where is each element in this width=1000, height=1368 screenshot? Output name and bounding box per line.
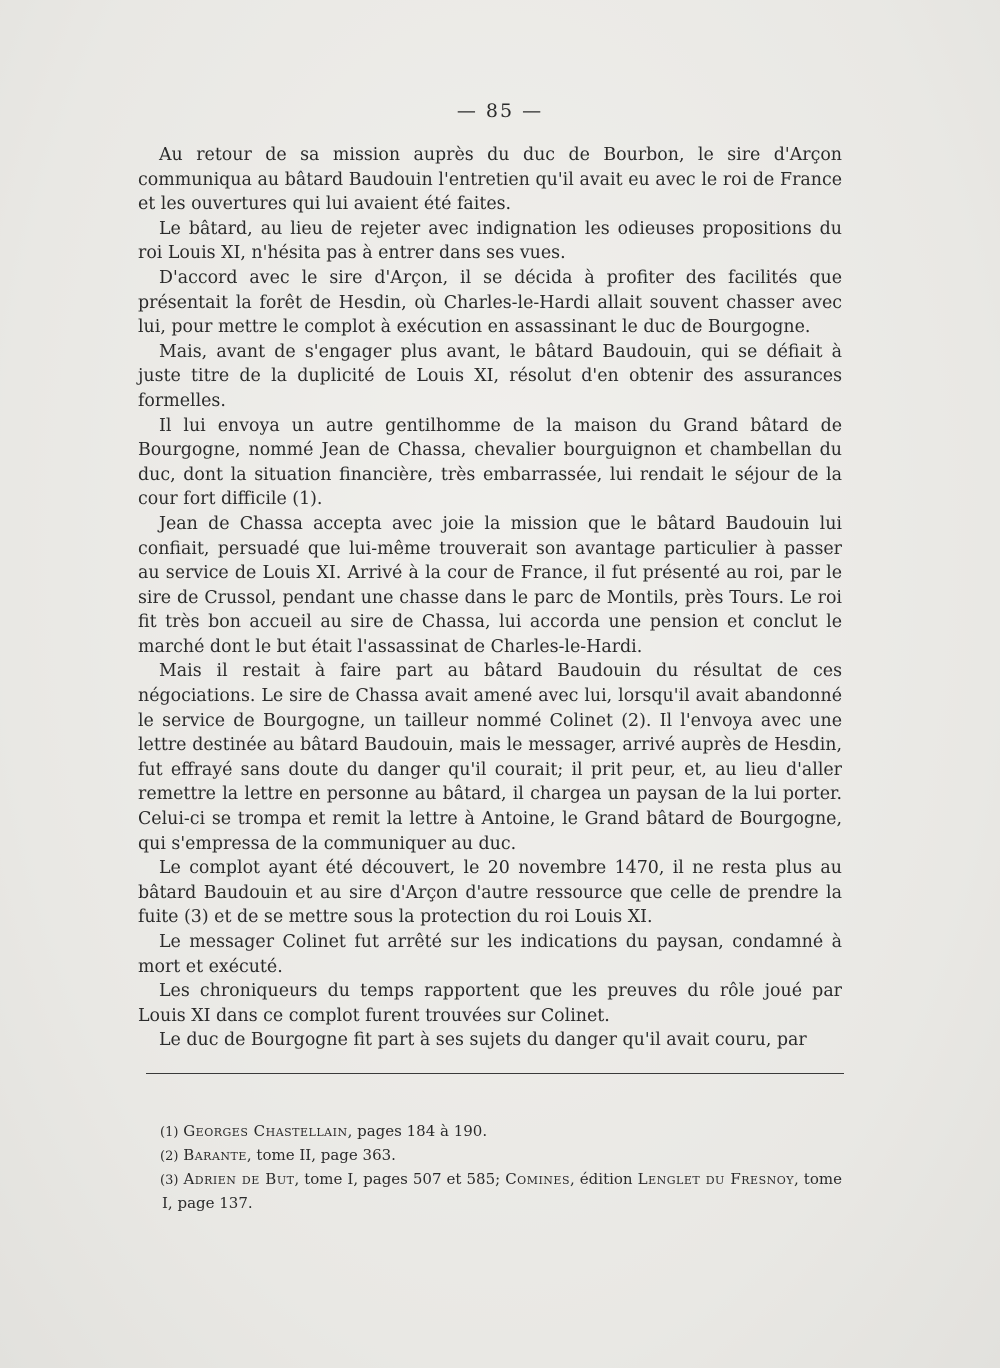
paragraph-10: Les chroniqueurs du temps rapportent que les preuves du rôle joué par Louis XI dans ce complot furent trouvées sur Colinet. bbox=[138, 981, 842, 1026]
footnote-author: Georges Chastellain bbox=[183, 1122, 348, 1140]
footnote-author: Adrien de But bbox=[183, 1170, 295, 1188]
footnotes bbox=[142, 1120, 842, 1215]
footnote-divider bbox=[146, 1073, 844, 1074]
paragraph-5: Il lui envoya un autre gentilhomme de la maison du Grand bâtard de Bourgogne, nommé Jean de Chassa, chevalier bourguignon et chambellan du duc, dont la situation financière, très embarrassée, lui rendait le séjour de la cour fort difficile (1). bbox=[138, 415, 842, 510]
paragraph-8: Le complot ayant été découvert, le 20 novembre 1470, il ne resta plus au bâtard Baudouin et au sire d'Arçon d'autre ressource que celle de prendre la fuite (3) et de se mettre sous la protection du roi Louis XI. bbox=[138, 858, 842, 928]
footnote-text: , tome I, pages 507 et 585; bbox=[294, 1170, 506, 1188]
footnote-3 bbox=[142, 1168, 842, 1215]
footnote-marker: (3) bbox=[160, 1173, 179, 1188]
footnote-1 bbox=[142, 1120, 842, 1144]
paragraph-11: Le duc de Bourgogne fit part à ses sujets du danger qu'il avait couru, par bbox=[159, 1030, 807, 1051]
paragraph-4: Mais, avant de s'engager plus avant, le bâtard Baudouin, qui se défiait à juste titre de la duplicité de Louis XI, résolut d'en obtenir des assurances formelles. bbox=[138, 341, 842, 411]
footnote-2 bbox=[142, 1144, 842, 1168]
paragraph-3: D'accord avec le sire d'Arçon, il se décida à profiter des facilités que présentait la forêt de Hesdin, où Charles-le-Hardi allait souvent chasser avec lui, pour mettre le complot à exécution en assassinant le duc de Bourgogne. bbox=[138, 267, 842, 338]
paragraph-1: Au retour de sa mission auprès du duc de Bourbon, le sire d'Arçon communiqua au bâtard Baudouin l'entretien qu'il avait eu avec le roi de France et les ouvertures qui lui avaient été faites. bbox=[138, 145, 842, 215]
footnote-marker: (1) bbox=[160, 1125, 179, 1140]
footnote-text: , édition bbox=[570, 1170, 638, 1188]
paragraph-9: Le messager Colinet fut arrêté sur les indications du paysan, condamné à mort et exécuté. bbox=[138, 932, 842, 977]
paragraph-6: Jean de Chassa accepta avec joie la mission que le bâtard Baudouin lui confiait, persuadé que lui-même trouverait son avantage particulier à passer au service de Louis XI. Arrivé à la cour de France, il fut présenté au roi, par le sire de Crussol, pendant une chasse dans le parc de Montils, près Tours. Le roi fit très bon accueil au sire de Chassa, lui accorda une pension et conclut le marché dont le but était l'assassinat de Charles-le-Hardi. bbox=[138, 513, 842, 657]
footnote-author: Barante bbox=[183, 1146, 247, 1164]
paragraph-7: Mais il restait à faire part au bâtard Baudouin du résultat de ces négociations. Le sire de Chassa avait amené avec lui, lorsqu'il avait abandonné le service de Bourgogne, un tailleur nommé Colinet (2). Il l'envoya avec une lettre destinée au bâtard Baudouin, mais le messager, arrivé auprès de Hesdin, fut effrayé sans doute du danger qu'il courait; il prit peur, et, au lieu d'aller remettre la lettre en personne au bâtard, il chargea un paysan de la lui porter. Celui-ci se trompa et remit la lettre à Antoine, le Grand bâtard de Bourgogne, qui s'empressa de la communiquer au duc. bbox=[138, 661, 842, 854]
footnote-text: , tome II, page 363. bbox=[246, 1146, 396, 1164]
paragraph-2: Le bâtard, au lieu de rejeter avec indignation les odieuses propositions du roi Louis XI, n'hésita pas à entrer dans ses vues. bbox=[138, 218, 842, 264]
footnote-author: Comines bbox=[505, 1170, 570, 1188]
footnote-text: , tome I, page 137. bbox=[162, 1170, 842, 1212]
body-text bbox=[138, 143, 842, 1053]
page-number: — 85 — bbox=[456, 100, 544, 122]
footnote-marker: (2) bbox=[160, 1149, 179, 1164]
footnote-author: Lenglet du Fresnoy bbox=[637, 1170, 795, 1188]
footnote-text: , pages 184 à 190. bbox=[347, 1122, 488, 1140]
